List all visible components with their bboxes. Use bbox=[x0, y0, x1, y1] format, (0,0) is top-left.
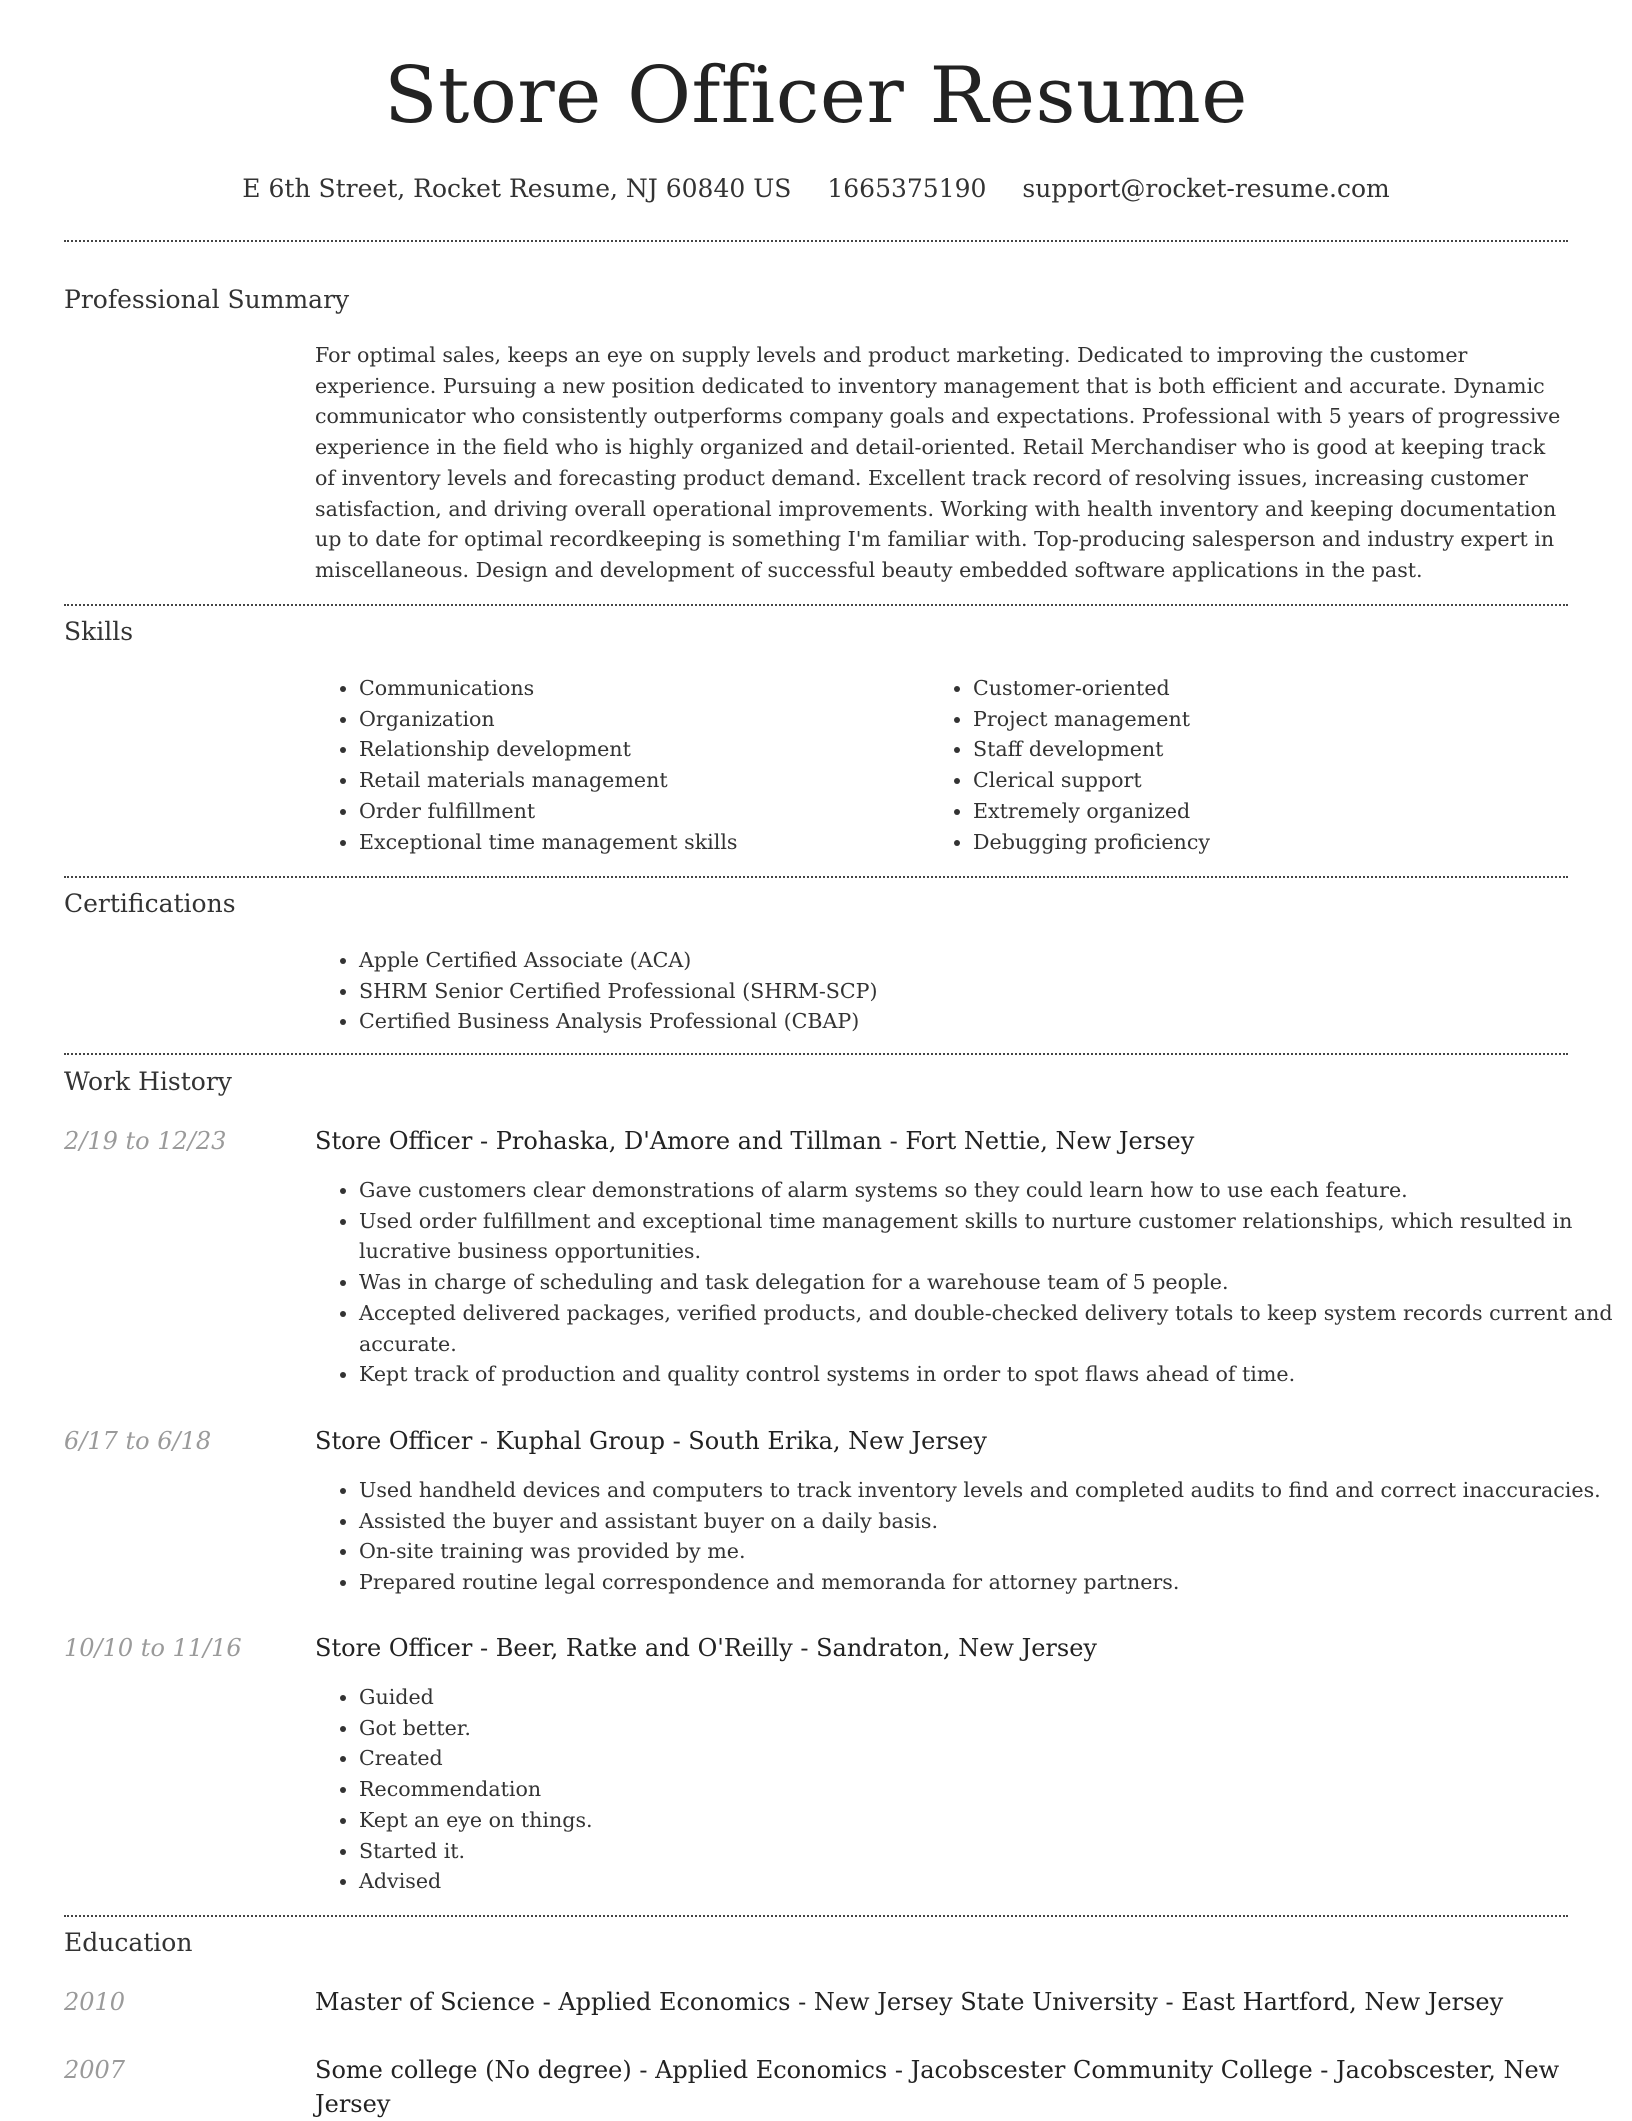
job-bullets bbox=[315, 1475, 1615, 1598]
job-title: Store Officer - Beer, Ratke and O'Reilly - Sandraton, New Jersey bbox=[315, 1634, 1097, 1662]
list-item: • Kept track of production and quality control systems in order to spot flaws ahead of time. bbox=[359, 1359, 1615, 1390]
education-year: 2007 bbox=[64, 2056, 126, 2084]
skills-heading: Skills bbox=[64, 617, 134, 646]
section-divider bbox=[64, 876, 1568, 878]
list-item: • Relationship development bbox=[359, 734, 919, 765]
section-divider bbox=[64, 1053, 1568, 1055]
summary-text: For optimal sales, keeps an eye on supply levels and product marketing. Dedicated to improving the customer experience. Pursuing a new position dedicated to inventory management that is both efficient and accurate. Dynamic communicator who consistently outperforms company goals and expectations. Professional with 5 years of progressive experience in the field who is highly organized and detail-oriented. Retail Merchandiser who is good at keeping track of inventory levels and forecasting product demand. Excellent track record of resolving issues, increasing customer satisfaction, and driving overall operational improvements. Working with health inventory and keeping documentation up to date for optimal recordkeeping is something I'm familiar with. Top-producing salesperson and industry expert in miscellaneous. Design and development of successful beauty embedded software applications in the past. bbox=[315, 343, 1561, 582]
list-item: • Clerical support bbox=[973, 765, 1573, 796]
education-title: Some college (No degree) - Applied Economics - Jacobscester Community College - Jacobscester, New Jersey bbox=[315, 2056, 1560, 2118]
contact-address: E 6th Street, Rocket Resume, NJ 60840 US bbox=[242, 174, 792, 203]
list-item: • Created bbox=[359, 1743, 1615, 1774]
job-dates: 6/17 to 6/18 bbox=[64, 1427, 212, 1455]
contact-line bbox=[0, 171, 1632, 207]
list-item: • Customer-oriented bbox=[973, 673, 1573, 704]
list-item: • On-site training was provided by me. bbox=[359, 1536, 1615, 1567]
list-item: • Project management bbox=[973, 704, 1573, 735]
section-divider bbox=[64, 1915, 1568, 1917]
section-divider bbox=[64, 240, 1568, 242]
list-item: • Started it. bbox=[359, 1836, 1615, 1867]
list-item: • Communications bbox=[359, 673, 919, 704]
education-year: 2010 bbox=[64, 1988, 126, 2016]
list-item: • Kept an eye on things. bbox=[359, 1805, 1615, 1836]
contact-phone: 1665375190 bbox=[827, 174, 987, 203]
list-item: • Assisted the buyer and assistant buyer on a daily basis. bbox=[359, 1506, 1615, 1537]
certifications-list bbox=[315, 945, 1615, 1037]
list-item: • Retail materials management bbox=[359, 765, 919, 796]
list-item: • Gave customers clear demonstrations of alarm systems so they could learn how to use each feature. bbox=[359, 1175, 1615, 1206]
job-title: Store Officer - Prohaska, D'Amore and Tillman - Fort Nettie, New Jersey bbox=[315, 1127, 1195, 1155]
resume-title: Store Officer Resume bbox=[384, 51, 1248, 141]
section-divider bbox=[64, 604, 1568, 606]
list-item: • Was in charge of scheduling and task delegation for a warehouse team of 5 people. bbox=[359, 1267, 1615, 1298]
contact-email: support@rocket-resume.com bbox=[1022, 174, 1390, 203]
education-heading: Education bbox=[64, 1928, 193, 1957]
list-item: • Certified Business Analysis Professional (CBAP) bbox=[359, 1006, 1615, 1037]
job-dates: 2/19 to 12/23 bbox=[64, 1127, 227, 1155]
job-bullets bbox=[315, 1175, 1615, 1390]
job-bullets bbox=[315, 1682, 1615, 1897]
certifications-heading: Certifications bbox=[64, 889, 236, 918]
list-item: • Debugging proficiency bbox=[973, 827, 1573, 858]
summary-heading: Professional Summary bbox=[64, 285, 350, 314]
list-item: • Staff development bbox=[973, 734, 1573, 765]
skills-list-left bbox=[315, 673, 919, 857]
list-item: • Prepared routine legal correspondence and memoranda for attorney partners. bbox=[359, 1567, 1615, 1598]
list-item: • Apple Certified Associate (ACA) bbox=[359, 945, 1615, 976]
work-history-heading: Work History bbox=[64, 1067, 232, 1096]
list-item: • Guided bbox=[359, 1682, 1615, 1713]
list-item: • Advised bbox=[359, 1866, 1615, 1897]
list-item: • Used handheld devices and computers to track inventory levels and completed audits to find and correct inaccuracies. bbox=[359, 1475, 1615, 1506]
list-item: • Order fulfillment bbox=[359, 796, 919, 827]
list-item: • Extremely organized bbox=[973, 796, 1573, 827]
list-item: • Organization bbox=[359, 704, 919, 735]
job-title: Store Officer - Kuphal Group - South Erika, New Jersey bbox=[315, 1427, 987, 1455]
list-item: • Accepted delivered packages, verified products, and double-checked delivery totals to keep system records current and accurate. bbox=[359, 1298, 1615, 1359]
list-item: • SHRM Senior Certified Professional (SHRM-SCP) bbox=[359, 976, 1615, 1007]
job-dates: 10/10 to 11/16 bbox=[64, 1634, 242, 1662]
list-item: • Got better. bbox=[359, 1713, 1615, 1744]
list-item: • Exceptional time management skills bbox=[359, 827, 919, 858]
skills-list-right bbox=[929, 673, 1573, 857]
education-title: Master of Science - Applied Economics - New Jersey State University - East Hartford, New Jersey bbox=[315, 1988, 1504, 2016]
list-item: • Used order fulfillment and exceptional time management skills to nurture customer relationships, which resulted in lucrative business opportunities. bbox=[359, 1206, 1615, 1267]
list-item: • Recommendation bbox=[359, 1774, 1615, 1805]
